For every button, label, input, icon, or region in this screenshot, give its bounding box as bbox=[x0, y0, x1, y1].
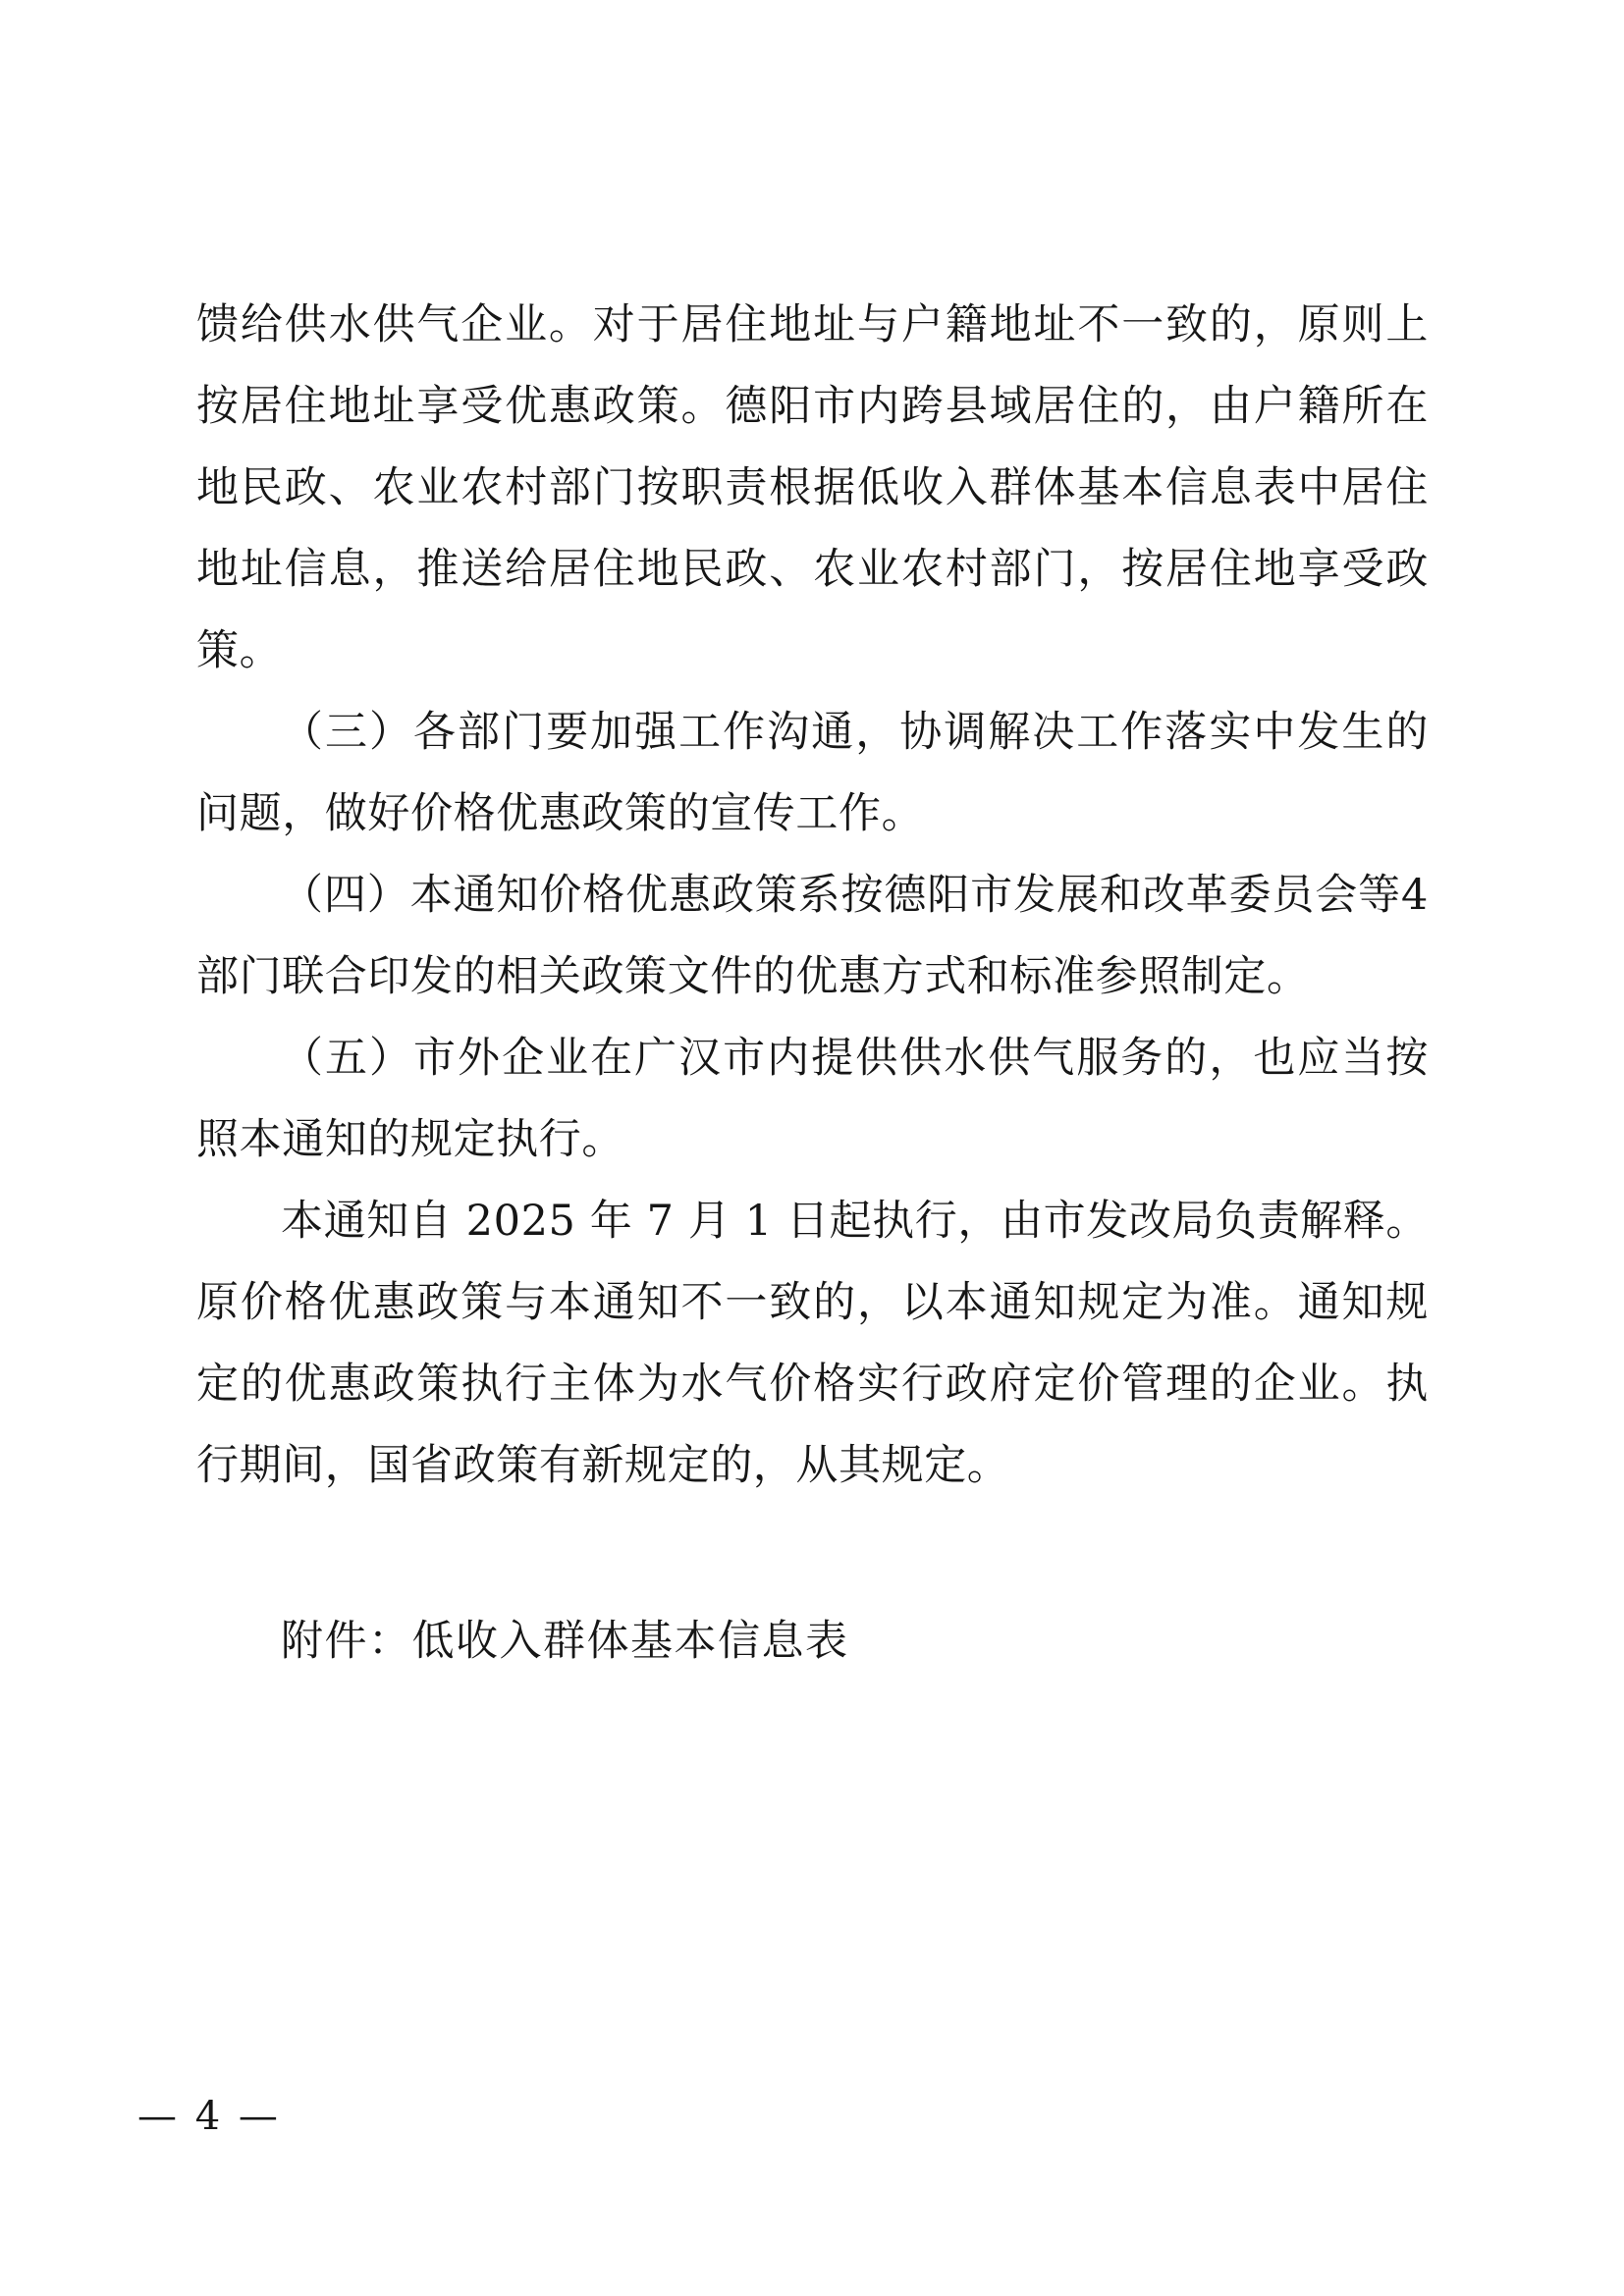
document-body bbox=[196, 285, 1429, 1682]
paragraph-item-four: （四）本通知价格优惠政策系按德阳市发展和改革委员会等4 部门联合印发的相关政策文件的优惠方式和标准参照制定。 bbox=[196, 871, 1429, 1001]
paragraph-effective-date: 本通知自 2025 年 7 月 1 日起执行，由市发改局负责解释。原价格优惠政策与本通知不一致的，以本通知规定为准。通知规定的优惠政策执行主体为水气价格实行政府定价管理的企业。执行期间，国省政策有新规定的，从其规定。 bbox=[196, 1197, 1429, 1490]
paragraph-continuation: 馈给供水供气企业。对于居住地址与户籍地址不一致的，原则上按居住地址享受优惠政策。德阳市内跨县域居住的，由户籍所在地民政、农业农村部门按职责根据低收入群体基本信息表中居住地址信息，推送给居住地民政、农业农村部门，按居住地享受政策。 bbox=[196, 300, 1429, 675]
attachment-block bbox=[196, 1601, 1429, 1682]
paragraph-item-three: （三）各部门要加强工作沟通，协调解决工作落实中发生的问题，做好价格优惠政策的宣传工作。 bbox=[196, 708, 1429, 838]
page-number: — 4 — bbox=[137, 2094, 281, 2139]
attachment-line: 附件：低收入群体基本信息表 bbox=[281, 1617, 849, 1666]
paragraph-item-five: （五）市外企业在广汉市内提供供水供气服务的，也应当按照本通知的规定执行。 bbox=[196, 1034, 1429, 1164]
